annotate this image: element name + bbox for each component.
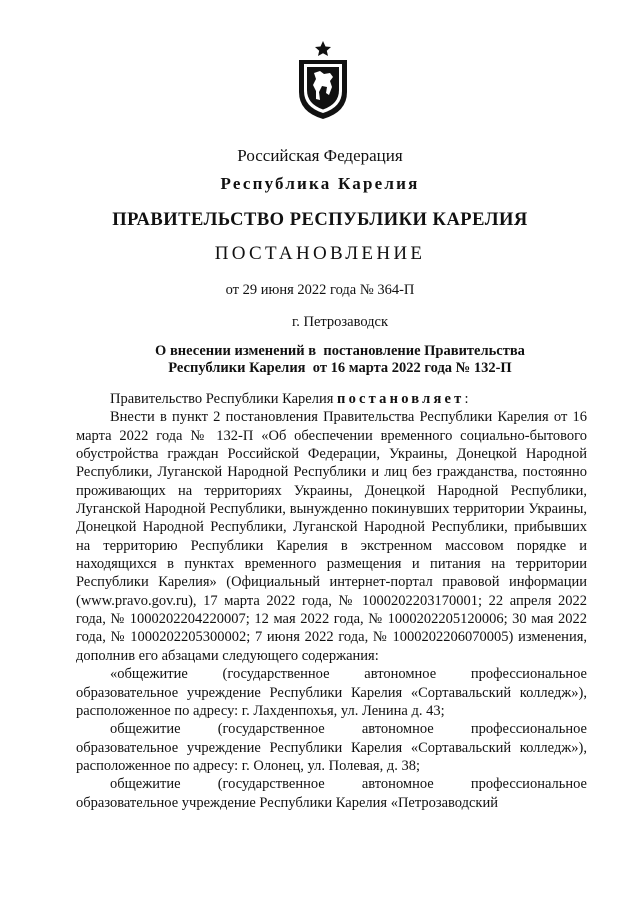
intro-paragraph — [76, 390, 587, 408]
document-body — [76, 390, 587, 812]
paragraph-3: общежитие (государственное автономное профессиональное образовательное учреждение Республики Карелия «Сортавальский колледж»), расположенное по адресу: г. Олонец, ул. Полевая, д. 38; — [76, 721, 587, 774]
intro-suffix: : — [464, 391, 469, 407]
subject-line-1: О внесении изменений в постановление Правительства — [155, 343, 525, 359]
intro-verb: постановляет — [337, 391, 465, 407]
city: г. Петрозаводск — [291, 314, 389, 330]
coat-of-arms-icon — [295, 40, 351, 120]
republic-name: Республика Карелия — [220, 174, 420, 193]
paragraph-4: общежитие (государственное автономное профессиональное образовательное учреждение Республики Карелия «Петрозаводский — [76, 776, 587, 811]
intro-prefix: Правительство Республики Карелия — [110, 391, 338, 407]
government-title: ПРАВИТЕЛЬСТВО РЕСПУБЛИКИ КАРЕЛИЯ — [112, 210, 528, 230]
paragraph-2: «общежитие (государственное автономное профессиональное образовательное учреждение Республики Карелия «Сортавальский колледж»), расположенное по адресу: г. Лахденпохья, ул. Ленина д. 43; — [76, 666, 587, 719]
subject-line-2: Республики Карелия от 16 марта 2022 года № 132-П — [168, 360, 512, 376]
date-and-number: от 29 июня 2022 года № 364-П — [225, 282, 415, 298]
paragraph-1: Внести в пункт 2 постановления Правительства Республики Карелия от 16 марта 2022 года № 132-П «Об обеспечении временного социально-бытового обустройства граждан Российской Федерации, Украины, Донецкой Народной Республики, Луганской Народной Республики и лиц без гражданства, постоянно проживающих на территориях Украины, Донецкой Народной Республики, Луганской Народной Республики, вынужденно покинувших территории Украины, Донецкой Народной Республики, Луганской Народной Республики, прибывших на территорию Республики Карелия в экстренном массовом порядке и находящихся в пунктах временного размещения и питания на территории Республики Карелия» (Официальный интернет-портал правовой информации (www.pravo.gov.ru), 17 марта 2022 года, № 1000202203170001; 22 апреля 2022 года, № 1000202204220007; 12 мая 2022 года, № 1000202205120006; 30 мая 2022 года, № 1000202205300002; 7 июня 2022 года, № 1000202206070005) изменения, дополнив его абзацами следующего содержания: — [76, 409, 587, 664]
country-name: Российская Федерация — [237, 146, 403, 165]
document-subject — [80, 343, 600, 377]
document-type: ПОСТАНОВЛЕНИЕ — [214, 243, 426, 264]
